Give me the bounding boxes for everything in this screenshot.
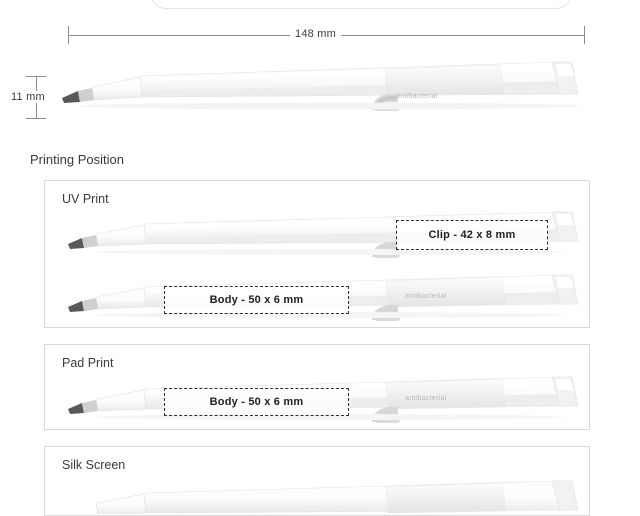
length-dimension-label: 148 mm: [290, 28, 341, 40]
panel-silk-screen-label: Silk Screen: [62, 458, 126, 472]
print-area-pad-body: Body - 50 x 6 mm: [164, 388, 349, 416]
top-cropped-outline: [150, 0, 572, 9]
pen-illustration-silk: [40, 474, 640, 514]
printing-position-title: Printing Position: [30, 152, 124, 167]
pen-illustration-uv-clip: [40, 205, 640, 275]
print-area-uv-body: Body - 50 x 6 mm: [164, 286, 349, 314]
panel-uv-print-label: UV Print: [62, 192, 109, 206]
panel-pad-print-label: Pad Print: [62, 356, 114, 370]
pen-marking-uv-body: antibacterial: [405, 293, 447, 300]
print-area-uv-clip: Clip - 42 x 8 mm: [396, 220, 548, 250]
pen-marking-pad-body: antibacterial: [405, 395, 447, 402]
width-dimension-label: 11 mm: [6, 91, 50, 103]
pen-marking-main: antibacterial: [396, 93, 438, 100]
